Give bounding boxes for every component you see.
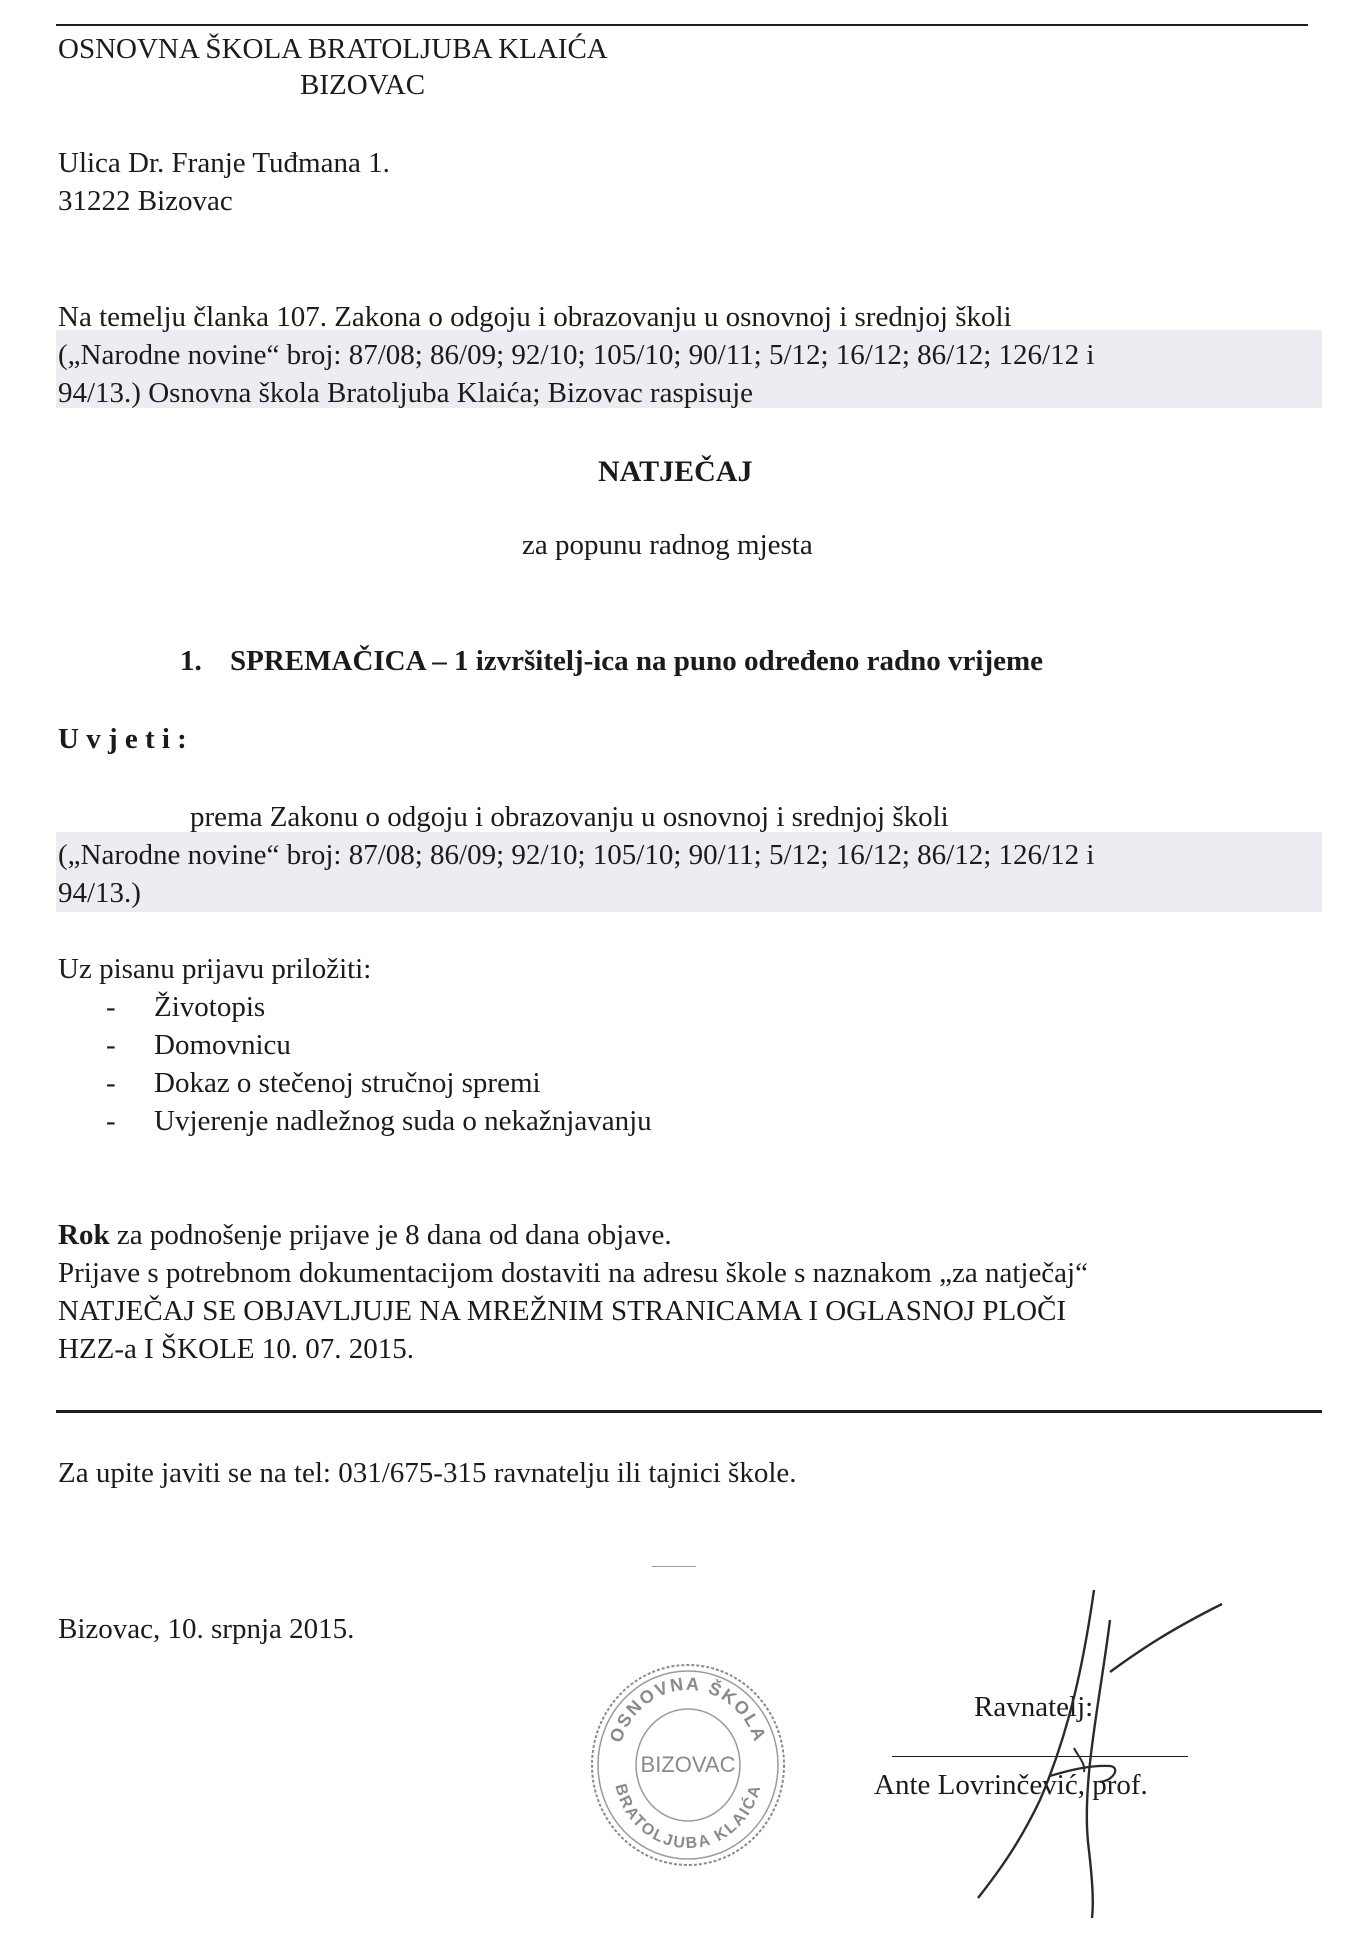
stamp-top-text: OSNOVNA ŠKOLA (605, 1673, 771, 1746)
intro-line-1: Na temelju članka 107. Zakona o odgoju i obrazovanju u osnovnoj i srednjoj školi (58, 301, 1012, 333)
signature-name: Ante Lovrinčević, prof. (874, 1769, 1148, 1801)
signature-role: Ravnatelj: (974, 1691, 1094, 1723)
conditions-line-3: 94/13.) (58, 877, 141, 909)
conditions-line-1: prema Zakonu o odgoju i obrazovanju u osnovnoj i srednjoj školi (190, 801, 949, 833)
list-item-domovnica: Domovnicu (154, 1029, 291, 1061)
deadline-rok: Rok (58, 1219, 110, 1251)
list-item-strucna-sprema: Dokaz o stečenoj stručnoj spremi (154, 1067, 541, 1099)
contact-line: Za upite javiti se na tel: 031/675-315 ravnatelju ili tajnici škole. (58, 1457, 797, 1489)
conditions-heading: U v j e t i : (58, 723, 187, 755)
intro-line-2: („Narodne novine“ broj: 87/08; 86/09; 92/10; 105/10; 90/11; 5/12; 16/12; 86/12; 126/12 i (58, 339, 1095, 371)
school-postal: 31222 Bizovac (58, 185, 233, 217)
top-rule (56, 24, 1308, 26)
conditions-line-2: („Narodne novine“ broj: 87/08; 86/09; 92/10; 105/10; 90/11; 5/12; 16/12; 86/12; 126/12 i (58, 839, 1095, 871)
svg-text:BRATOLJUBA KLAIĆA (611, 1782, 764, 1852)
middle-rule (56, 1410, 1322, 1413)
school-stamp (588, 1660, 788, 1870)
document-title: NATJEČAJ (598, 455, 753, 488)
scan-mark (652, 1566, 696, 1567)
list-bullet: - (106, 1029, 116, 1061)
school-town: BIZOVAC (300, 69, 426, 101)
list-bullet: - (106, 1067, 116, 1099)
list-bullet: - (106, 1105, 116, 1137)
handwritten-signature (960, 1580, 1240, 1920)
stamp-bottom-text: BRATOLJUBA KLAIĆA (611, 1782, 765, 1853)
deadline-rok-rest: za podnošenje prijave je 8 dana od dana objave. (109, 1219, 672, 1251)
list-bullet: - (106, 991, 116, 1023)
deadline-line-1 (58, 1218, 672, 1253)
stamp-center-text: BIZOVAC (640, 1752, 736, 1777)
document-subtitle: za popunu radnog mjesta (522, 529, 813, 561)
deadline-line-4: HZZ-a I ŠKOLE 10. 07. 2015. (58, 1333, 415, 1365)
list-item-zivotopis: Životopis (154, 991, 266, 1023)
intro-line-3: 94/13.) Osnovna škola Bratoljuba Klaića; Bizovac raspisuje (58, 377, 754, 409)
position-text: SPREMAČICA – 1 izvršitelj-ica na puno određeno radno vrijeme (230, 645, 1044, 677)
position-number: 1. (180, 645, 202, 677)
list-item-uvjerenje: Uvjerenje nadležnog suda o nekažnjavanju (154, 1105, 652, 1137)
school-street: Ulica Dr. Franje Tuđmana 1. (58, 147, 390, 179)
deadline-line-2: Prijave s potrebnom dokumentacijom dostaviti na adresu škole s naznakom „za natječaj“ (58, 1257, 1088, 1289)
place-date: Bizovac, 10. srpnja 2015. (58, 1613, 355, 1645)
deadline-line-3: NATJEČAJ SE OBJAVLJUJE NA MREŽNIM STRANICAMA I OGLASNOJ PLOČI (58, 1295, 1067, 1327)
school-name: OSNOVNA ŠKOLA BRATOLJUBA KLAIĆA (58, 33, 608, 65)
attachments-heading: Uz pisanu prijavu priložiti: (58, 953, 372, 985)
stamp-svg (588, 1660, 788, 1870)
